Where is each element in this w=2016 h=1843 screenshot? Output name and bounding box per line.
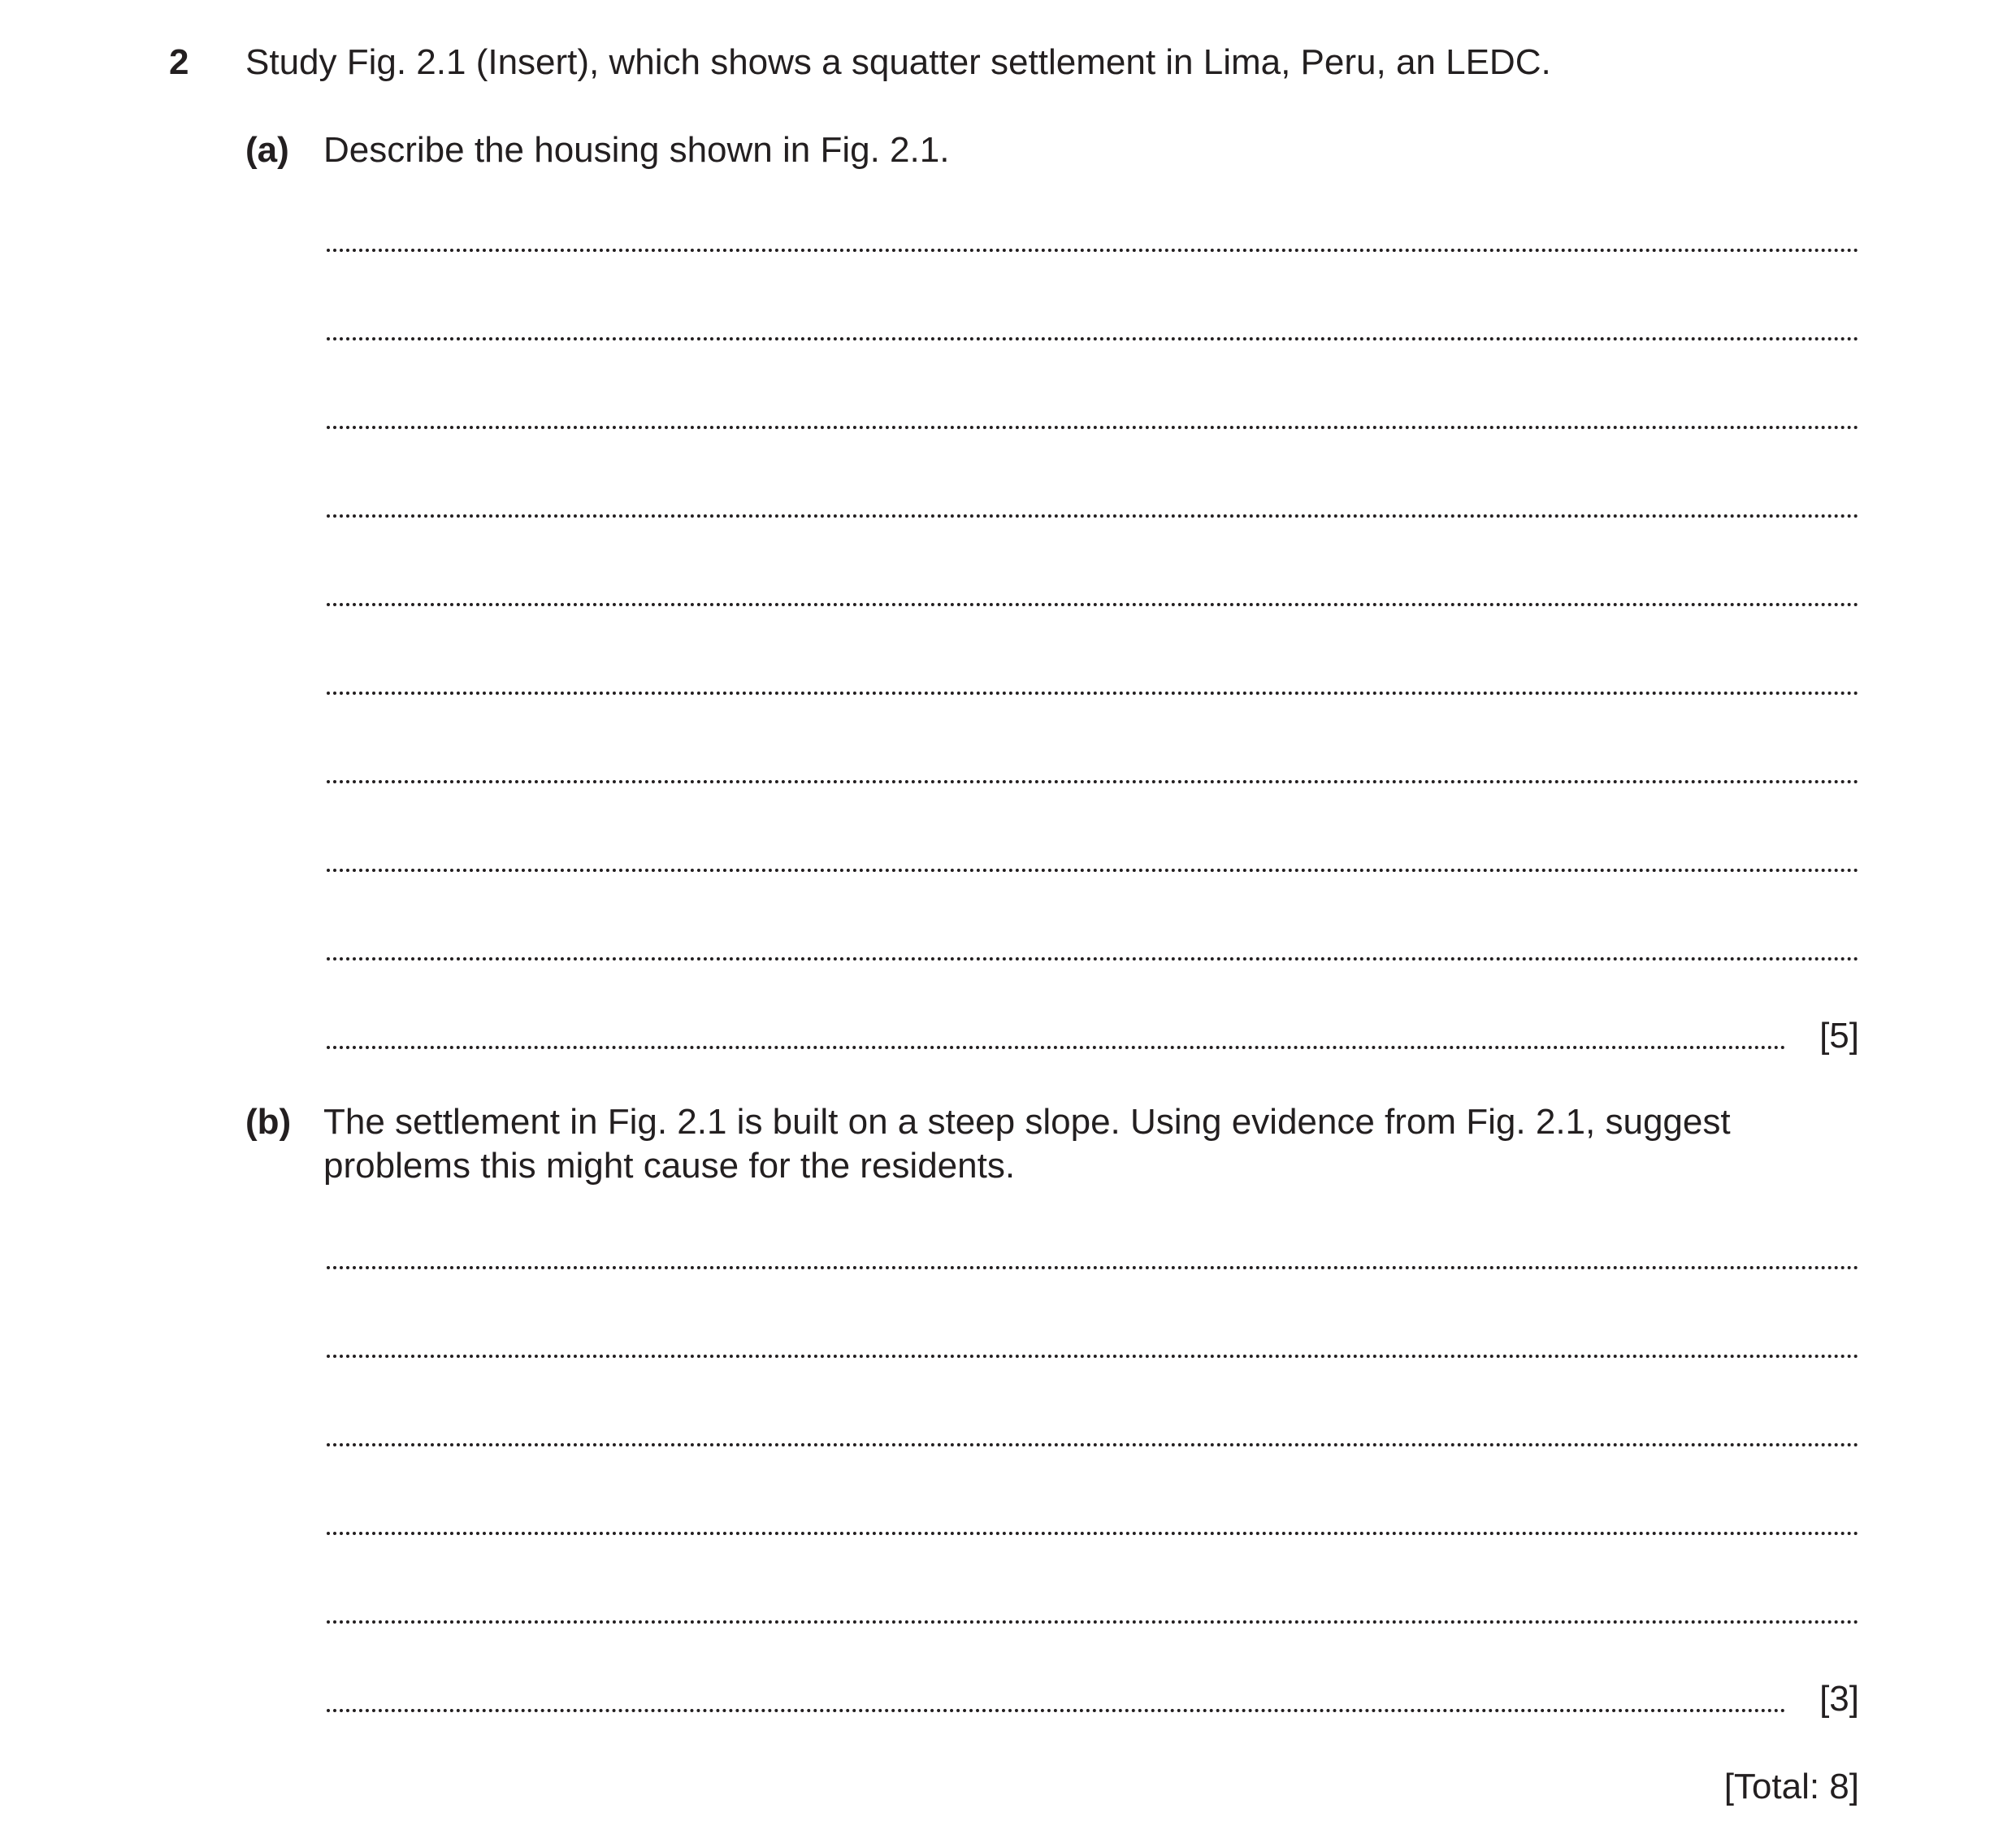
- part-b-answer-line-2[interactable]: [327, 1355, 1859, 1358]
- part-a-label: (a): [245, 130, 289, 170]
- part-a-answer-line-10[interactable]: [327, 1046, 1786, 1049]
- part-b-answer-line-3[interactable]: [327, 1443, 1859, 1446]
- part-a-answer-line-8[interactable]: [327, 869, 1859, 872]
- part-a-answer-line-4[interactable]: [327, 514, 1859, 518]
- part-b-answer-line-4[interactable]: [327, 1532, 1859, 1535]
- part-a-answer-line-7[interactable]: [327, 780, 1859, 783]
- part-b-answer-line-5[interactable]: [327, 1620, 1859, 1624]
- question-number: 2: [169, 42, 189, 82]
- part-b-answer-line-1[interactable]: [327, 1266, 1859, 1269]
- part-a-answer-line-6[interactable]: [327, 692, 1859, 695]
- part-b-text-line-2: problems this might cause for the residents.: [323, 1146, 1016, 1186]
- part-b-label: (b): [245, 1102, 292, 1142]
- part-b-text-line-1: The settlement in Fig. 2.1 is built on a steep slope. Using evidence from Fig. 2.1, suggest: [323, 1102, 1731, 1142]
- total-marks: [Total: 8]: [1723, 1767, 1859, 1806]
- part-a-answer-line-5[interactable]: [327, 603, 1859, 606]
- part-a-answer-line-3[interactable]: [327, 426, 1859, 429]
- part-b-marks: [3]: [1819, 1679, 1859, 1719]
- part-a-answer-line-9[interactable]: [327, 957, 1859, 961]
- part-a-answer-line-1[interactable]: [327, 249, 1859, 252]
- part-a-marks: [5]: [1819, 1016, 1859, 1056]
- question-stem: Study Fig. 2.1 (Insert), which shows a squatter settlement in Lima, Peru, an LEDC.: [245, 42, 1551, 82]
- part-b-answer-line-6[interactable]: [327, 1709, 1786, 1712]
- part-a-text: Describe the housing shown in Fig. 2.1.: [323, 130, 950, 170]
- part-a-answer-line-2[interactable]: [327, 337, 1859, 340]
